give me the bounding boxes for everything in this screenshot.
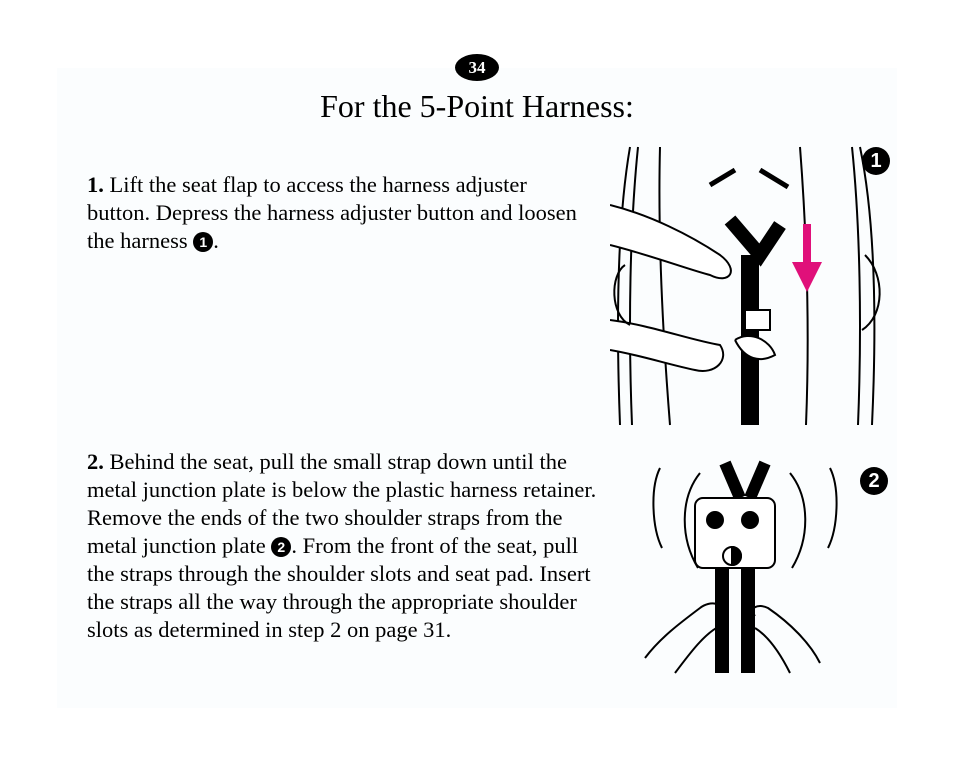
circled-number-icon: 1 bbox=[193, 232, 213, 252]
page-title: For the 5-Point Harness: bbox=[320, 88, 634, 124]
pull-down-arrow-icon bbox=[792, 224, 822, 292]
figure-2-marker: 2 bbox=[860, 467, 888, 495]
figure-1-marker: 1 bbox=[862, 147, 890, 175]
step-text-end: . From the front of the seat, pull the straps through the shoulder slots and seat pad. Insert the straps all the way through the appropriate shoulder slots as determined in step 2 on page 31. bbox=[87, 533, 591, 642]
step-2 bbox=[87, 448, 607, 644]
step-number: 1. bbox=[87, 172, 104, 197]
circled-number-icon: 2 bbox=[271, 537, 291, 557]
step-text-end: . bbox=[213, 228, 219, 253]
junction-plate-illustration bbox=[640, 458, 850, 683]
harness-adjuster-illustration bbox=[610, 145, 885, 430]
step-number: 2. bbox=[87, 449, 104, 474]
step-text: Lift the seat flap to access the harness adjuster button. Depress the harness adjuster button and loosen the harness bbox=[87, 172, 577, 253]
step-1 bbox=[87, 171, 577, 255]
page-number-badge: 34 bbox=[455, 54, 499, 81]
step-text: Behind the seat, pull the small strap down until the metal junction plate is below the plastic harness retainer. Remove the ends of the two shoulder straps from the metal junction plate bbox=[87, 449, 597, 558]
